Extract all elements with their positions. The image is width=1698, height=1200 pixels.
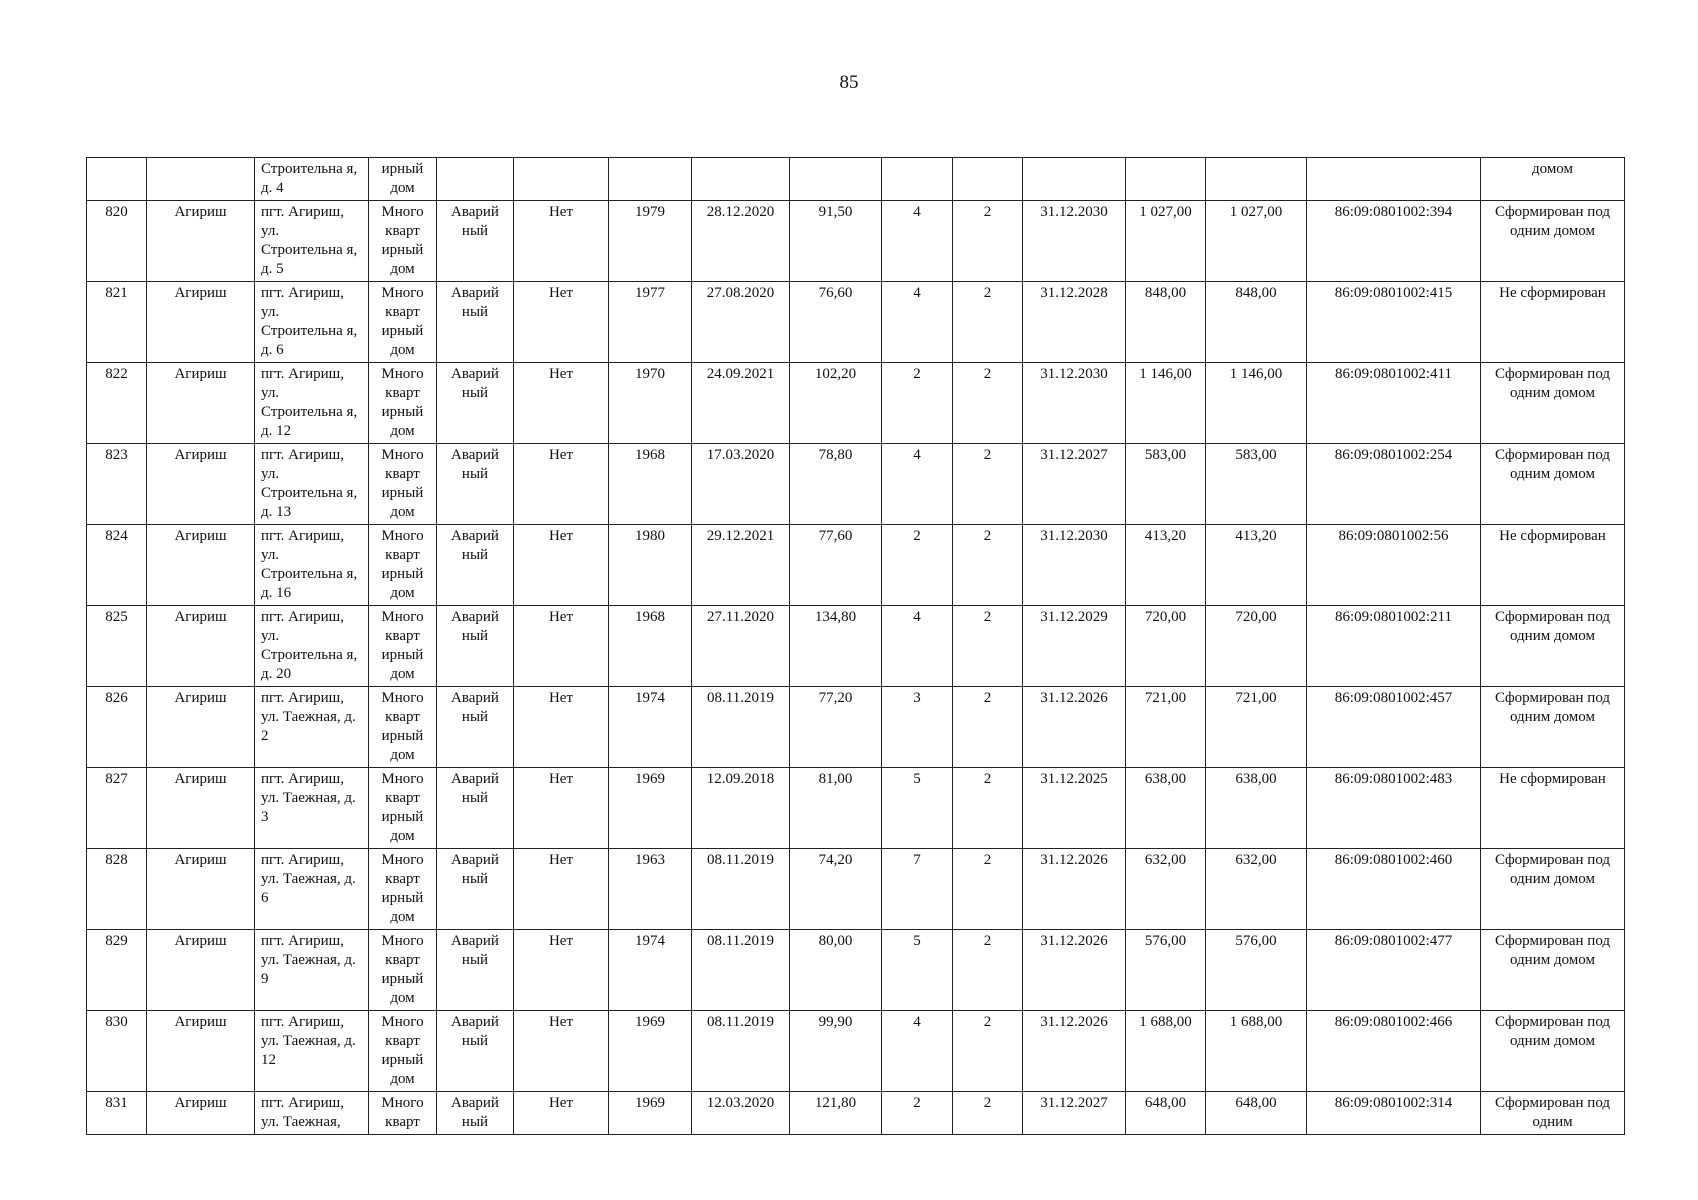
cell-area xyxy=(790,158,882,201)
cell-settlement: Агириш xyxy=(147,849,255,930)
cell-date1: 28.12.2020 xyxy=(692,201,790,282)
cell-v1: 638,00 xyxy=(1126,768,1206,849)
cell-date1: 27.11.2020 xyxy=(692,606,790,687)
cell-date2: 31.12.2030 xyxy=(1023,525,1126,606)
cell-area: 91,50 xyxy=(790,201,882,282)
cell-v2: 1 146,00 xyxy=(1206,363,1307,444)
cell-n1: 4 xyxy=(882,1011,953,1092)
cell-cadastral: 86:09:0801002:460 xyxy=(1307,849,1481,930)
cell-v1: 720,00 xyxy=(1126,606,1206,687)
cell-n2 xyxy=(953,158,1023,201)
cell-land-status: Сформирован под одним домом xyxy=(1481,363,1625,444)
page-number: 85 xyxy=(839,72,859,93)
cell-n2: 2 xyxy=(953,930,1023,1011)
cell-date1: 08.11.2019 xyxy=(692,1011,790,1092)
cell-address: пгт. Агириш, ул. Таежная, д. 3 xyxy=(255,768,369,849)
cell-area: 99,90 xyxy=(790,1011,882,1092)
table-row xyxy=(87,201,1625,282)
cell-flag: Нет xyxy=(514,768,609,849)
cell-settlement: Агириш xyxy=(147,687,255,768)
cell-year: 1974 xyxy=(609,687,692,768)
cell-cadastral: 86:09:0801002:457 xyxy=(1307,687,1481,768)
cell-condition: Аварий ный xyxy=(437,444,514,525)
cell-cadastral: 86:09:0801002:394 xyxy=(1307,201,1481,282)
cell-num: 821 xyxy=(87,282,147,363)
cell-year: 1963 xyxy=(609,849,692,930)
cell-date1: 29.12.2021 xyxy=(692,525,790,606)
cell-n1: 7 xyxy=(882,849,953,930)
cell-num: 824 xyxy=(87,525,147,606)
cell-land-status: Сформирован под одним домом xyxy=(1481,1011,1625,1092)
cell-date1: 17.03.2020 xyxy=(692,444,790,525)
cell-settlement: Агириш xyxy=(147,525,255,606)
cell-cadastral: 86:09:0801002:415 xyxy=(1307,282,1481,363)
cell-land-status: Сформирован под одним xyxy=(1481,1092,1625,1135)
cell-land-status: Сформирован под одним домом xyxy=(1481,444,1625,525)
cell-date2: 31.12.2027 xyxy=(1023,1092,1126,1135)
cell-area: 74,20 xyxy=(790,849,882,930)
cell-n1: 2 xyxy=(882,363,953,444)
cell-address: пгт. Агириш, ул. Таежная, д. 2 xyxy=(255,687,369,768)
cell-date2: 31.12.2025 xyxy=(1023,768,1126,849)
cell-n1: 2 xyxy=(882,1092,953,1135)
cell-date2: 31.12.2030 xyxy=(1023,201,1126,282)
cell-condition: Аварий ный xyxy=(437,282,514,363)
cell-v2: 648,00 xyxy=(1206,1092,1307,1135)
cell-flag: Нет xyxy=(514,1011,609,1092)
cell-condition: Аварий ный xyxy=(437,525,514,606)
cell-n1: 4 xyxy=(882,606,953,687)
cell-v2: 583,00 xyxy=(1206,444,1307,525)
cell-num: 822 xyxy=(87,363,147,444)
cell-building-type: Много кварт ирный дом xyxy=(369,687,437,768)
cell-date2: 31.12.2026 xyxy=(1023,930,1126,1011)
table-row xyxy=(87,606,1625,687)
cell-area: 80,00 xyxy=(790,930,882,1011)
cell-address: пгт. Агириш, ул. Таежная, д. 9 xyxy=(255,930,369,1011)
cell-area: 76,60 xyxy=(790,282,882,363)
cell-v2: 720,00 xyxy=(1206,606,1307,687)
cell-n1: 5 xyxy=(882,930,953,1011)
housing-table xyxy=(86,157,1625,1135)
cell-land-status: Не сформирован xyxy=(1481,768,1625,849)
cell-building-type: Много кварт ирный дом xyxy=(369,768,437,849)
cell-v1: 1 688,00 xyxy=(1126,1011,1206,1092)
cell-cadastral xyxy=(1307,158,1481,201)
cell-address: пгт. Агириш, ул. Строительна я, д. 20 xyxy=(255,606,369,687)
cell-n1: 2 xyxy=(882,525,953,606)
cell-flag: Нет xyxy=(514,201,609,282)
cell-n2: 2 xyxy=(953,1092,1023,1135)
cell-land-status: Сформирован под одним домом xyxy=(1481,849,1625,930)
cell-address: пгт. Агириш, ул. Таежная, д. 6 xyxy=(255,849,369,930)
cell-v1: 848,00 xyxy=(1126,282,1206,363)
cell-date1: 12.09.2018 xyxy=(692,768,790,849)
cell-land-status: Не сформирован xyxy=(1481,282,1625,363)
cell-v1: 583,00 xyxy=(1126,444,1206,525)
table-row xyxy=(87,687,1625,768)
cell-cadastral: 86:09:0801002:56 xyxy=(1307,525,1481,606)
cell-date2: 31.12.2026 xyxy=(1023,1011,1126,1092)
cell-v1: 632,00 xyxy=(1126,849,1206,930)
cell-v1: 1 027,00 xyxy=(1126,201,1206,282)
cell-date2 xyxy=(1023,158,1126,201)
cell-building-type: Много кварт ирный дом xyxy=(369,849,437,930)
table-row-continuation xyxy=(87,158,1625,201)
cell-date2: 31.12.2027 xyxy=(1023,444,1126,525)
table-row xyxy=(87,930,1625,1011)
cell-n1: 3 xyxy=(882,687,953,768)
cell-v2: 576,00 xyxy=(1206,930,1307,1011)
cell-v1: 721,00 xyxy=(1126,687,1206,768)
cell-building-type: Много кварт ирный дом xyxy=(369,1011,437,1092)
cell-n2: 2 xyxy=(953,201,1023,282)
cell-v2 xyxy=(1206,158,1307,201)
table-row xyxy=(87,282,1625,363)
table-row xyxy=(87,363,1625,444)
table-row xyxy=(87,444,1625,525)
cell-condition: Аварий ный xyxy=(437,201,514,282)
cell-flag: Нет xyxy=(514,606,609,687)
cell-v1: 576,00 xyxy=(1126,930,1206,1011)
cell-year: 1980 xyxy=(609,525,692,606)
cell-settlement: Агириш xyxy=(147,1092,255,1135)
cell-n1 xyxy=(882,158,953,201)
cell-cadastral: 86:09:0801002:411 xyxy=(1307,363,1481,444)
cell-cadastral: 86:09:0801002:314 xyxy=(1307,1092,1481,1135)
cell-date1 xyxy=(692,158,790,201)
cell-year: 1968 xyxy=(609,444,692,525)
cell-year: 1969 xyxy=(609,1011,692,1092)
cell-date2: 31.12.2026 xyxy=(1023,849,1126,930)
cell-date1: 08.11.2019 xyxy=(692,687,790,768)
table-row xyxy=(87,525,1625,606)
cell-flag: Нет xyxy=(514,363,609,444)
cell-area: 121,80 xyxy=(790,1092,882,1135)
cell-condition xyxy=(437,158,514,201)
cell-settlement xyxy=(147,158,255,201)
cell-v1: 648,00 xyxy=(1126,1092,1206,1135)
cell-condition: Аварий ный xyxy=(437,768,514,849)
cell-n1: 4 xyxy=(882,282,953,363)
cell-num: 830 xyxy=(87,1011,147,1092)
cell-cadastral: 86:09:0801002:466 xyxy=(1307,1011,1481,1092)
cell-area: 81,00 xyxy=(790,768,882,849)
cell-flag: Нет xyxy=(514,444,609,525)
cell-building-type: Много кварт ирный дом xyxy=(369,282,437,363)
cell-settlement: Агириш xyxy=(147,930,255,1011)
cell-land-status: Сформирован под одним домом xyxy=(1481,606,1625,687)
cell-settlement: Агириш xyxy=(147,768,255,849)
cell-flag: Нет xyxy=(514,525,609,606)
cell-building-type: Много кварт ирный дом xyxy=(369,930,437,1011)
cell-building-type: Много кварт xyxy=(369,1092,437,1135)
cell-condition: Аварий ный xyxy=(437,1092,514,1135)
table-row xyxy=(87,849,1625,930)
cell-settlement: Агириш xyxy=(147,444,255,525)
cell-v2: 848,00 xyxy=(1206,282,1307,363)
cell-num: 831 xyxy=(87,1092,147,1135)
cell-n1: 5 xyxy=(882,768,953,849)
cell-year: 1977 xyxy=(609,282,692,363)
cell-year: 1969 xyxy=(609,768,692,849)
cell-condition: Аварий ный xyxy=(437,1011,514,1092)
cell-n2: 2 xyxy=(953,687,1023,768)
cell-num: 827 xyxy=(87,768,147,849)
cell-v2: 413,20 xyxy=(1206,525,1307,606)
cell-date1: 12.03.2020 xyxy=(692,1092,790,1135)
cell-address: Строительна я, д. 4 xyxy=(255,158,369,201)
cell-flag: Нет xyxy=(514,849,609,930)
cell-date2: 31.12.2029 xyxy=(1023,606,1126,687)
cell-n2: 2 xyxy=(953,525,1023,606)
cell-year: 1969 xyxy=(609,1092,692,1135)
cell-cadastral: 86:09:0801002:477 xyxy=(1307,930,1481,1011)
cell-cadastral: 86:09:0801002:483 xyxy=(1307,768,1481,849)
cell-year: 1974 xyxy=(609,930,692,1011)
cell-num: 829 xyxy=(87,930,147,1011)
cell-address: пгт. Агириш, ул. Строительна я, д. 16 xyxy=(255,525,369,606)
cell-num xyxy=(87,158,147,201)
cell-area: 77,60 xyxy=(790,525,882,606)
cell-n2: 2 xyxy=(953,606,1023,687)
cell-flag: Нет xyxy=(514,282,609,363)
cell-cadastral: 86:09:0801002:211 xyxy=(1307,606,1481,687)
cell-address: пгт. Агириш, ул. Строительна я, д. 13 xyxy=(255,444,369,525)
cell-year xyxy=(609,158,692,201)
cell-land-status: Сформирован под одним домом xyxy=(1481,201,1625,282)
cell-n2: 2 xyxy=(953,768,1023,849)
cell-flag: Нет xyxy=(514,930,609,1011)
cell-v1: 413,20 xyxy=(1126,525,1206,606)
cell-condition: Аварий ный xyxy=(437,687,514,768)
cell-year: 1968 xyxy=(609,606,692,687)
cell-flag: Нет xyxy=(514,1092,609,1135)
cell-n2: 2 xyxy=(953,444,1023,525)
cell-condition: Аварий ный xyxy=(437,930,514,1011)
cell-land-status: Сформирован под одним домом xyxy=(1481,930,1625,1011)
cell-date2: 31.12.2026 xyxy=(1023,687,1126,768)
cell-building-type: ирный дом xyxy=(369,158,437,201)
cell-num: 825 xyxy=(87,606,147,687)
cell-address: пгт. Агириш, ул. Строительна я, д. 6 xyxy=(255,282,369,363)
cell-num: 826 xyxy=(87,687,147,768)
cell-n2: 2 xyxy=(953,363,1023,444)
cell-settlement: Агириш xyxy=(147,1011,255,1092)
cell-num: 828 xyxy=(87,849,147,930)
cell-date2: 31.12.2028 xyxy=(1023,282,1126,363)
cell-n2: 2 xyxy=(953,849,1023,930)
cell-building-type: Много кварт ирный дом xyxy=(369,606,437,687)
cell-area: 102,20 xyxy=(790,363,882,444)
cell-year: 1970 xyxy=(609,363,692,444)
table-row xyxy=(87,768,1625,849)
cell-v1 xyxy=(1126,158,1206,201)
cell-num: 820 xyxy=(87,201,147,282)
cell-address: пгт. Агириш, ул. Таежная, xyxy=(255,1092,369,1135)
cell-date1: 08.11.2019 xyxy=(692,930,790,1011)
cell-settlement: Агириш xyxy=(147,606,255,687)
cell-land-status: домом xyxy=(1481,158,1625,201)
cell-v2: 1 688,00 xyxy=(1206,1011,1307,1092)
table-row xyxy=(87,1011,1625,1092)
cell-settlement: Агириш xyxy=(147,201,255,282)
cell-area: 77,20 xyxy=(790,687,882,768)
table-row xyxy=(87,1092,1625,1135)
cell-date2: 31.12.2030 xyxy=(1023,363,1126,444)
cell-address: пгт. Агириш, ул. Таежная, д. 12 xyxy=(255,1011,369,1092)
cell-building-type: Много кварт ирный дом xyxy=(369,363,437,444)
cell-address: пгт. Агириш, ул. Строительна я, д. 12 xyxy=(255,363,369,444)
cell-condition: Аварий ный xyxy=(437,849,514,930)
cell-date1: 27.08.2020 xyxy=(692,282,790,363)
cell-address: пгт. Агириш, ул. Строительна я, д. 5 xyxy=(255,201,369,282)
cell-n2: 2 xyxy=(953,1011,1023,1092)
cell-date1: 08.11.2019 xyxy=(692,849,790,930)
cell-area: 134,80 xyxy=(790,606,882,687)
cell-n1: 4 xyxy=(882,444,953,525)
cell-building-type: Много кварт ирный дом xyxy=(369,201,437,282)
cell-year: 1979 xyxy=(609,201,692,282)
cell-n2: 2 xyxy=(953,282,1023,363)
cell-building-type: Много кварт ирный дом xyxy=(369,444,437,525)
cell-land-status: Не сформирован xyxy=(1481,525,1625,606)
cell-v2: 1 027,00 xyxy=(1206,201,1307,282)
cell-date1: 24.09.2021 xyxy=(692,363,790,444)
cell-n1: 4 xyxy=(882,201,953,282)
cell-land-status: Сформирован под одним домом xyxy=(1481,687,1625,768)
cell-cadastral: 86:09:0801002:254 xyxy=(1307,444,1481,525)
cell-v2: 721,00 xyxy=(1206,687,1307,768)
cell-settlement: Агириш xyxy=(147,282,255,363)
cell-settlement: Агириш xyxy=(147,363,255,444)
cell-v1: 1 146,00 xyxy=(1126,363,1206,444)
cell-flag: Нет xyxy=(514,687,609,768)
cell-flag xyxy=(514,158,609,201)
cell-condition: Аварий ный xyxy=(437,363,514,444)
cell-num: 823 xyxy=(87,444,147,525)
cell-v2: 638,00 xyxy=(1206,768,1307,849)
cell-condition: Аварий ный xyxy=(437,606,514,687)
cell-area: 78,80 xyxy=(790,444,882,525)
cell-v2: 632,00 xyxy=(1206,849,1307,930)
cell-building-type: Много кварт ирный дом xyxy=(369,525,437,606)
